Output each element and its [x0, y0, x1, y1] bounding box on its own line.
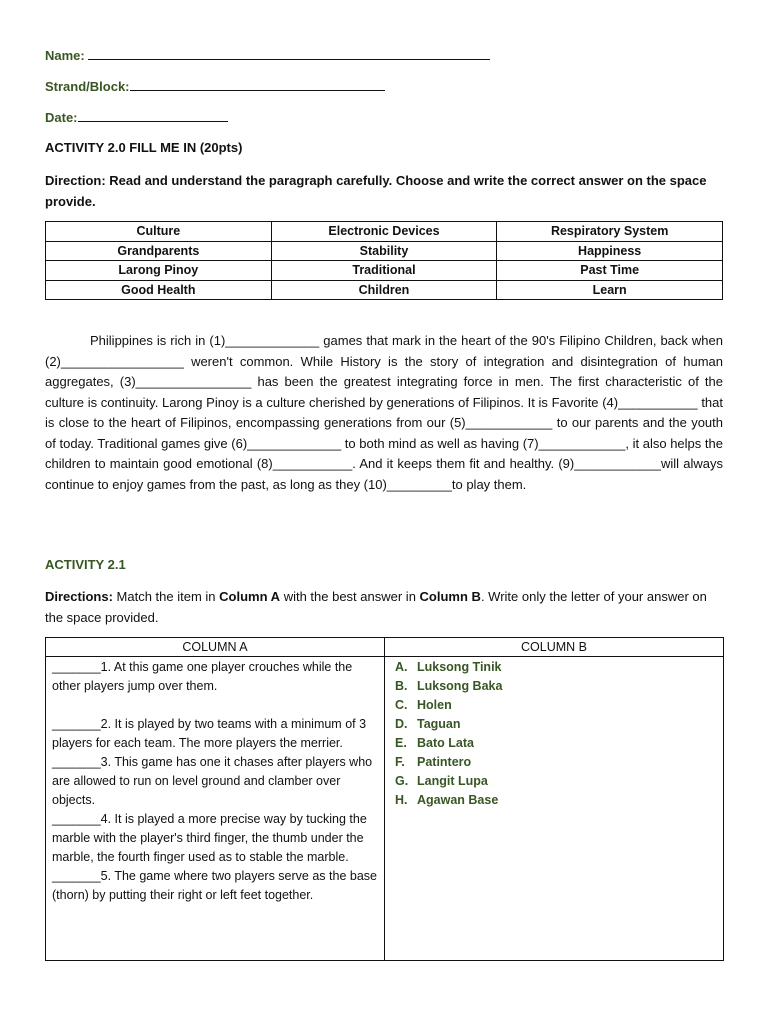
- word-bank-cell: Children: [271, 280, 497, 300]
- column-a-item: _______1. At this game one player crouches while the other players jump over them.: [52, 660, 353, 693]
- word-bank-cell: Grandparents: [46, 241, 272, 261]
- option-text: Patintero: [417, 755, 472, 769]
- column-a-item: _______4. It is played a more precise way by tucking the marble with the player's third finger, the thumb under the marble, the fourth finger used as to stable the marble.: [52, 812, 367, 864]
- date-label: Date:: [45, 110, 78, 125]
- word-bank: [45, 221, 723, 300]
- word-bank-cell: Happiness: [497, 241, 723, 261]
- column-b-cell: [385, 657, 724, 961]
- word-bank-table: [45, 221, 723, 300]
- name-label: Name:: [45, 48, 85, 63]
- word-bank-cell: Learn: [497, 280, 723, 300]
- strand-block-label: Strand/Block:: [45, 79, 130, 94]
- column-a-item: _______3. This game has one it chases after players who are allowed to run on level ground and clamber over objects.: [52, 755, 373, 807]
- date-blank[interactable]: [78, 111, 228, 122]
- column-b-option: [395, 677, 717, 696]
- fill-in-paragraph: [45, 331, 723, 495]
- word-bank-cell: Good Health: [46, 280, 272, 300]
- column-b-option: [395, 715, 717, 734]
- word-bank-cell: Culture: [46, 222, 272, 242]
- activity-1-direction: [45, 171, 723, 212]
- paragraph-text: Philippines is rich in (1)_____________ games that mark in the heart of the 90's Filipino Children, back when (2)_________________ weren't common. While History is the story of integration and disintegration of human aggregates, (3)________________ has been the greatest integrating force in men. The first characteristic of the culture is continuity. Larong Pinoy is a culture cherished by generations of Filipinos. It is Favorite (4)___________ that is close to the heart of Filipinos, encompassing generations from our (5)____________ to our parents and the youth of today. Traditional games give (6)_____________ to both mind as well as having (7)____________, it also helps the children to maintain good emotional (8)___________. And it keeps them fit and healthy. (9)____________will always continue to enjoy games from the past, as long as they (10)_________to play them.: [45, 333, 723, 492]
- option-letter: A.: [395, 660, 408, 674]
- direction-label: Direction:: [45, 173, 106, 188]
- option-text: Langit Lupa: [417, 774, 488, 788]
- option-text: Agawan Base: [417, 793, 499, 807]
- column-a-reference: Column A: [219, 589, 281, 604]
- option-text: Holen: [417, 698, 452, 712]
- word-bank-row: [46, 280, 723, 300]
- name-field[interactable]: [45, 48, 490, 63]
- column-a-item: _______2. It is played by two teams with a minimum of 3 players for each team. The more players the merrier.: [52, 717, 367, 750]
- name-blank[interactable]: [88, 49, 490, 60]
- column-b-option: [395, 696, 717, 715]
- column-b-option: [395, 658, 717, 677]
- option-text: Taguan: [417, 717, 461, 731]
- option-text: Luksong Tinik: [417, 660, 502, 674]
- direction-text: Read and understand the paragraph carefully. Choose and write the correct answer on the space provide.: [45, 173, 707, 209]
- option-letter: B.: [395, 679, 408, 693]
- activity-2-title: ACTIVITY 2.1: [45, 557, 126, 572]
- word-bank-cell: Stability: [271, 241, 497, 261]
- option-letter: G.: [395, 774, 409, 788]
- directions-part2: with the best answer in: [283, 589, 416, 604]
- word-bank-cell: Larong Pinoy: [46, 261, 272, 281]
- column-a-cell: [46, 657, 385, 961]
- option-text: Luksong Baka: [417, 679, 503, 693]
- column-a-list: [46, 657, 384, 905]
- word-bank-row: [46, 241, 723, 261]
- word-bank-cell: Electronic Devices: [271, 222, 497, 242]
- option-text: Bato Lata: [417, 736, 474, 750]
- column-b-option: [395, 734, 717, 753]
- strand-block-blank[interactable]: [130, 80, 385, 91]
- directions-part3: . Write only the letter of your answer on the space provided.: [45, 589, 707, 625]
- column-b-header: COLUMN B: [385, 638, 724, 657]
- word-bank-cell: Traditional: [271, 261, 497, 281]
- option-letter: E.: [395, 736, 407, 750]
- word-bank-cell: Past Time: [497, 261, 723, 281]
- option-letter: D.: [395, 717, 408, 731]
- matching-table: [45, 637, 724, 961]
- option-letter: F.: [395, 755, 405, 769]
- option-letter: C.: [395, 698, 408, 712]
- date-field[interactable]: [45, 110, 228, 125]
- word-bank-row: [46, 222, 723, 242]
- activity-1-title: ACTIVITY 2.0 FILL ME IN (20pts): [45, 140, 243, 155]
- directions-label: Directions:: [45, 589, 113, 604]
- word-bank-cell: Respiratory System: [497, 222, 723, 242]
- column-a-header: COLUMN A: [46, 638, 385, 657]
- matching-section: [45, 637, 723, 961]
- word-bank-row: [46, 261, 723, 281]
- directions-part1: Match the item in: [116, 589, 216, 604]
- activity-2-directions: [45, 587, 723, 628]
- column-a-item: _______5. The game where two players serve as the base (thorn) by putting their right or left feet together.: [52, 869, 377, 902]
- column-b-option: [395, 791, 717, 810]
- column-b-list: [385, 657, 723, 810]
- strand-block-field[interactable]: [45, 79, 385, 94]
- column-b-option: [395, 753, 717, 772]
- column-b-option: [395, 772, 717, 791]
- option-letter: H.: [395, 793, 408, 807]
- column-b-reference: Column B: [419, 589, 481, 604]
